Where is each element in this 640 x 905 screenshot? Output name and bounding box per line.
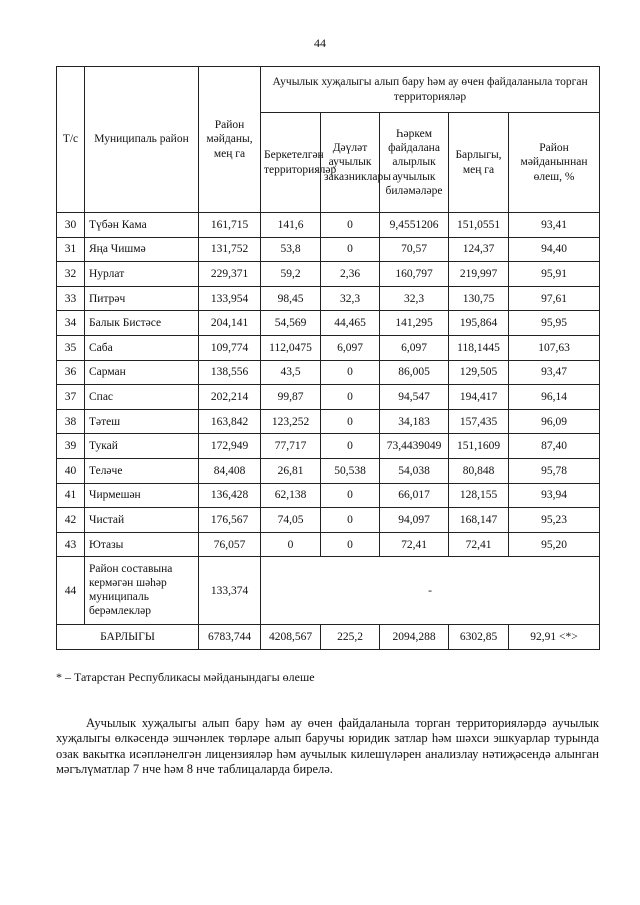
cell-fixed: 74,05 — [261, 508, 321, 533]
header-public: Һәркем файдалана алырлык аучылык биләмәләре — [380, 113, 449, 213]
cell-public: 141,295 — [380, 311, 449, 336]
cell-area: 109,774 — [199, 335, 261, 360]
body-paragraph: Аучылык хуҗалыгы алып бару һәм ау өчен файдаланыла торган территорияләрдә аучылык хуҗалыгы өлкәсендә эшчәнлек төрләре алып баручы юридик затлар һәм шәхси эшкуарлар турында озак вакытка исәпләнелгән лицензияләр һәм аучылык килешүләрен анализлау нәтиҗәсендә алынган мәгълүматлар 7 нче һәм 8 нче таблицаларда бирелә. — [56, 715, 599, 777]
cell-total: 157,435 — [449, 409, 509, 434]
cell-reserves: 0 — [321, 508, 380, 533]
cell-num: 42 — [57, 508, 85, 533]
cell-reserves: 6,097 — [321, 335, 380, 360]
cell-num: 33 — [57, 286, 85, 311]
cell-public: 94,547 — [380, 385, 449, 410]
cell-fixed: 99,87 — [261, 385, 321, 410]
cell-name: Чистай — [85, 508, 199, 533]
cell-share: 95,91 — [509, 262, 600, 287]
cell-share: 94,40 — [509, 237, 600, 262]
header-municipality: Муниципаль район — [85, 67, 199, 213]
cell-reserves: 0 — [321, 532, 380, 557]
table-row — [57, 532, 600, 557]
cell-share: 87,40 — [509, 434, 600, 459]
cell-total: 80,848 — [449, 458, 509, 483]
cell-reserves: 0 — [321, 213, 380, 238]
cell-share: 107,63 — [509, 335, 600, 360]
cell-public: 32,3 — [380, 286, 449, 311]
header-reserves: Дәүләт аучылык заказниклары — [321, 113, 380, 213]
cell-reserves: 2,36 — [321, 262, 380, 287]
page-number: 44 — [314, 36, 326, 50]
total-total: 6302,85 — [449, 625, 509, 650]
cell-public: 73,4439049 — [380, 434, 449, 459]
total-area: 6783,744 — [199, 625, 261, 650]
cell-name: Район составына кермәгән шәһәр муниципаль берәмлекләр — [85, 557, 199, 625]
cell-public: 86,005 — [380, 360, 449, 385]
cell-reserves: 0 — [321, 385, 380, 410]
cell-public: 6,097 — [380, 335, 449, 360]
cell-total: 151,1609 — [449, 434, 509, 459]
cell-name: Түбән Кама — [85, 213, 199, 238]
header-group: Аучылык хуҗалыгы алып бару һәм ау өчен файдаланыла торган территорияләр — [261, 67, 600, 113]
table-row — [57, 237, 600, 262]
cell-public: 94,097 — [380, 508, 449, 533]
cell-area: 163,842 — [199, 409, 261, 434]
cell-name: Тәтеш — [85, 409, 199, 434]
cell-name: Ютазы — [85, 532, 199, 557]
cell-name: Балык Бистәсе — [85, 311, 199, 336]
cell-share: 93,47 — [509, 360, 600, 385]
cell-name: Нурлат — [85, 262, 199, 287]
total-public: 2094,288 — [380, 625, 449, 650]
table-row — [57, 335, 600, 360]
cell-share: 95,78 — [509, 458, 600, 483]
cell-area: 133,374 — [199, 557, 261, 625]
cell-public: 72,41 — [380, 532, 449, 557]
cell-reserves: 44,465 — [321, 311, 380, 336]
table-row — [57, 458, 600, 483]
cell-name: Спас — [85, 385, 199, 410]
header-share: Район мәйданыннан өлеш, % — [509, 113, 600, 213]
cell-area: 202,214 — [199, 385, 261, 410]
cell-num: 39 — [57, 434, 85, 459]
table-row — [57, 409, 600, 434]
cell-public: 160,797 — [380, 262, 449, 287]
cell-fixed: 0 — [261, 532, 321, 557]
cell-fixed: 98,45 — [261, 286, 321, 311]
cell-reserves: 0 — [321, 237, 380, 262]
cell-total: 151,0551 — [449, 213, 509, 238]
cell-share: 95,23 — [509, 508, 600, 533]
cell-share: 93,41 — [509, 213, 600, 238]
cell-reserves: 0 — [321, 434, 380, 459]
cell-num: 37 — [57, 385, 85, 410]
table-row — [57, 360, 600, 385]
footnote: * – Татарстан Республикасы мәйданындагы өлеше — [56, 670, 315, 684]
cell-fixed: 26,81 — [261, 458, 321, 483]
cell-total: 168,147 — [449, 508, 509, 533]
table-row — [57, 262, 600, 287]
cell-fixed: 123,252 — [261, 409, 321, 434]
total-row — [57, 625, 600, 650]
cell-total: 118,1445 — [449, 335, 509, 360]
cell-reserves: 0 — [321, 483, 380, 508]
cell-num: 38 — [57, 409, 85, 434]
cell-num: 36 — [57, 360, 85, 385]
cell-total: 219,997 — [449, 262, 509, 287]
cell-reserves: 32,3 — [321, 286, 380, 311]
cell-fixed: 43,5 — [261, 360, 321, 385]
cell-area: 138,556 — [199, 360, 261, 385]
cell-name: Сарман — [85, 360, 199, 385]
cell-merged-dash: - — [261, 557, 600, 625]
cell-total: 72,41 — [449, 532, 509, 557]
cell-public: 34,183 — [380, 409, 449, 434]
cell-total: 129,505 — [449, 360, 509, 385]
cell-num: 35 — [57, 335, 85, 360]
cell-reserves: 0 — [321, 409, 380, 434]
cell-share: 95,95 — [509, 311, 600, 336]
cell-num: 31 — [57, 237, 85, 262]
cell-area: 133,954 — [199, 286, 261, 311]
cell-area: 76,057 — [199, 532, 261, 557]
cell-total: 195,864 — [449, 311, 509, 336]
cell-reserves: 50,538 — [321, 458, 380, 483]
table-row — [57, 311, 600, 336]
cell-fixed: 141,6 — [261, 213, 321, 238]
cell-share: 96,09 — [509, 409, 600, 434]
hunting-territories-table — [56, 66, 600, 650]
cell-name: Теләче — [85, 458, 199, 483]
cell-fixed: 62,138 — [261, 483, 321, 508]
cell-share: 93,94 — [509, 483, 600, 508]
table-row — [57, 434, 600, 459]
cell-name: Саба — [85, 335, 199, 360]
cell-num: 44 — [57, 557, 85, 625]
cell-name: Яңа Чишмә — [85, 237, 199, 262]
cell-num: 34 — [57, 311, 85, 336]
total-fixed: 4208,567 — [261, 625, 321, 650]
cell-total: 194,417 — [449, 385, 509, 410]
table-row — [57, 213, 600, 238]
cell-share: 97,61 — [509, 286, 600, 311]
cell-num: 43 — [57, 532, 85, 557]
cell-share: 95,20 — [509, 532, 600, 557]
table-row — [57, 385, 600, 410]
table-row — [57, 286, 600, 311]
cell-share: 96,14 — [509, 385, 600, 410]
cell-fixed: 53,8 — [261, 237, 321, 262]
total-reserves: 225,2 — [321, 625, 380, 650]
header-num: Т/с — [57, 67, 85, 213]
cell-total: 130,75 — [449, 286, 509, 311]
cell-num: 41 — [57, 483, 85, 508]
cell-public: 66,017 — [380, 483, 449, 508]
cell-name: Чирмешән — [85, 483, 199, 508]
cell-public: 9,4551206 — [380, 213, 449, 238]
total-share: 92,91 <*> — [509, 625, 600, 650]
cell-area: 176,567 — [199, 508, 261, 533]
cell-reserves: 0 — [321, 360, 380, 385]
cell-num: 32 — [57, 262, 85, 287]
cell-fixed: 112,0475 — [261, 335, 321, 360]
cell-area: 84,408 — [199, 458, 261, 483]
cell-num: 40 — [57, 458, 85, 483]
cell-fixed: 59,2 — [261, 262, 321, 287]
cell-name: Тукай — [85, 434, 199, 459]
header-area: Район мәйданы, мең га — [199, 67, 261, 213]
cell-fixed: 54,569 — [261, 311, 321, 336]
header-total: Барлыгы, мең га — [449, 113, 509, 213]
cell-num: 30 — [57, 213, 85, 238]
table-row — [57, 483, 600, 508]
cell-area: 131,752 — [199, 237, 261, 262]
cell-total: 128,155 — [449, 483, 509, 508]
cell-area: 136,428 — [199, 483, 261, 508]
cell-area: 161,715 — [199, 213, 261, 238]
cell-fixed: 77,717 — [261, 434, 321, 459]
cell-name: Питрәч — [85, 286, 199, 311]
header-fixed: Беркетелгән территорияләр — [261, 113, 321, 213]
total-label: БАРЛЫГЫ — [57, 625, 199, 650]
cell-total: 124,37 — [449, 237, 509, 262]
cell-area: 172,949 — [199, 434, 261, 459]
cell-public: 54,038 — [380, 458, 449, 483]
cell-area: 204,141 — [199, 311, 261, 336]
cell-area: 229,371 — [199, 262, 261, 287]
cell-public: 70,57 — [380, 237, 449, 262]
special-row — [57, 557, 600, 625]
table-row — [57, 508, 600, 533]
